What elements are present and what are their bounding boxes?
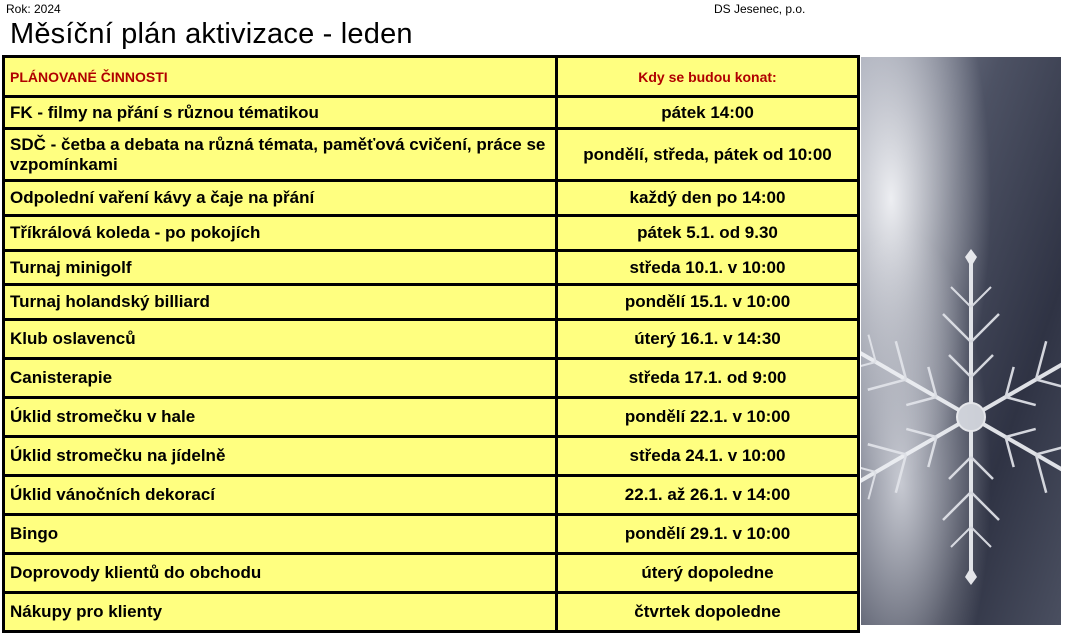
when-cell: pondělí 15.1. v 10:00	[557, 285, 859, 320]
activity-cell: Canisterapie	[4, 359, 557, 398]
when-cell: úterý 16.1. v 14:30	[557, 320, 859, 359]
activity-cell: Nákupy pro klienty	[4, 593, 557, 632]
when-cell: pondělí 29.1. v 10:00	[557, 515, 859, 554]
activity-cell: Bingo	[4, 515, 557, 554]
table-row	[4, 320, 859, 359]
table-row	[4, 515, 859, 554]
activity-cell: SDČ - četba a debata na různá témata, paměťová cvičení, práce se vzpomínkami	[4, 129, 557, 181]
when-cell: pondělí 22.1. v 10:00	[557, 398, 859, 437]
table-row	[4, 181, 859, 216]
table-header-row	[4, 57, 859, 97]
when-cell: středa 24.1. v 10:00	[557, 437, 859, 476]
table-row	[4, 437, 859, 476]
activity-cell: Turnaj minigolf	[4, 251, 557, 285]
table-row	[4, 216, 859, 251]
when-cell: úterý dopoledne	[557, 554, 859, 593]
activity-cell: FK - filmy na přání s různou tématikou	[4, 97, 557, 129]
table-row	[4, 554, 859, 593]
when-cell: 22.1. až 26.1. v 14:00	[557, 476, 859, 515]
table-row	[4, 359, 859, 398]
table-row	[4, 476, 859, 515]
activity-plan-table	[2, 55, 860, 633]
year-label: Rok: 2024	[6, 2, 61, 16]
when-cell: každý den po 14:00	[557, 181, 859, 216]
activity-cell: Úklid stromečku v hale	[4, 398, 557, 437]
activity-cell: Úklid stromečku na jídelně	[4, 437, 557, 476]
table-row	[4, 285, 859, 320]
when-cell: pátek 5.1. od 9.30	[557, 216, 859, 251]
table-row	[4, 129, 859, 181]
activity-cell: Doprovody klientů do obchodu	[4, 554, 557, 593]
organization-label: DS Jesenec, p.o.	[714, 2, 806, 16]
header-activities: PLÁNOVANÉ ČINNOSTI	[4, 57, 557, 97]
table-row	[4, 593, 859, 632]
when-cell: středa 10.1. v 10:00	[557, 251, 859, 285]
activity-cell: Tříkrálová koleda - po pokojích	[4, 216, 557, 251]
activity-cell: Úklid vánočních dekorací	[4, 476, 557, 515]
header-when: Kdy se budou konat:	[557, 57, 859, 97]
snowflake-photo-icon	[861, 57, 1061, 625]
table-row	[4, 251, 859, 285]
table-row	[4, 97, 859, 129]
activity-cell: Klub oslavenců	[4, 320, 557, 359]
when-cell: pondělí, středa, pátek od 10:00	[557, 129, 859, 181]
when-cell: čtvrtek dopoledne	[557, 593, 859, 632]
table-row	[4, 398, 859, 437]
page-title: Měsíční plán aktivizace - leden	[10, 18, 413, 50]
activity-cell: Turnaj holandský billiard	[4, 285, 557, 320]
when-cell: středa 17.1. od 9:00	[557, 359, 859, 398]
activity-cell: Odpolední vaření kávy a čaje na přání	[4, 181, 557, 216]
when-cell: pátek 14:00	[557, 97, 859, 129]
